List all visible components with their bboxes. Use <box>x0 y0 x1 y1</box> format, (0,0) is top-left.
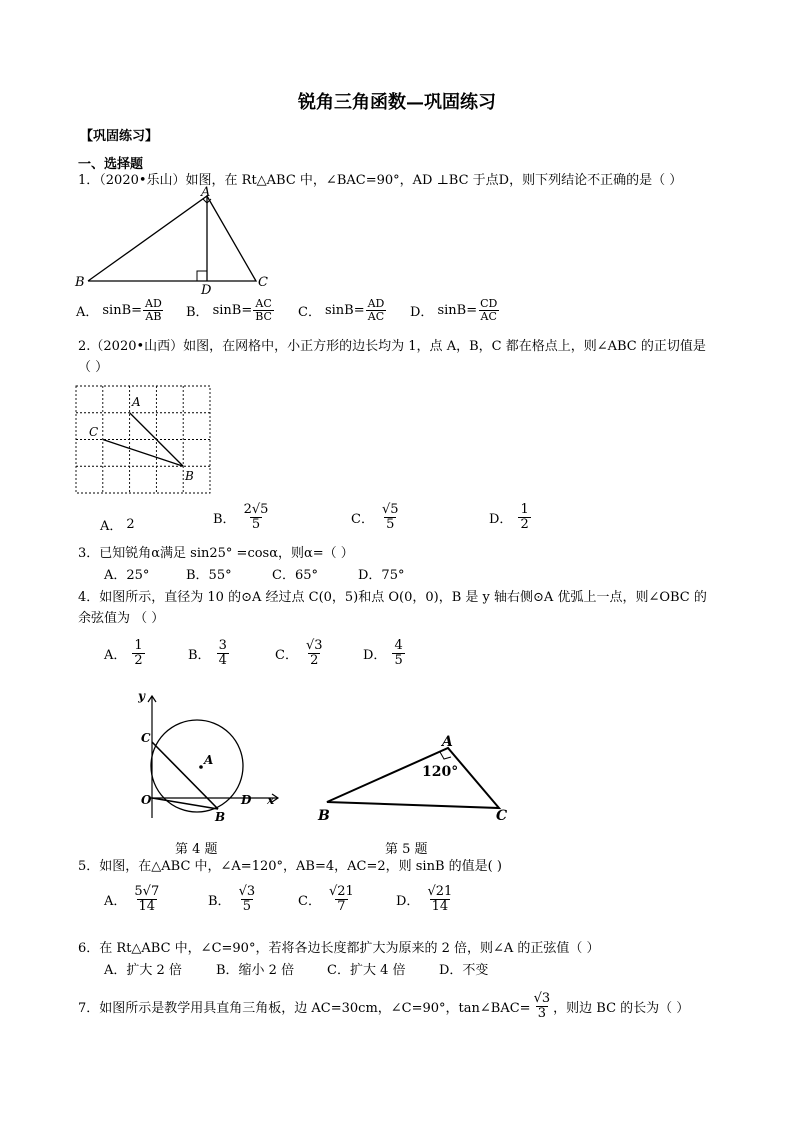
q1-label-b: B <box>75 275 85 290</box>
q1-figure <box>70 186 280 298</box>
page-title: 锐角三角函数—巩固练习 <box>298 92 496 113</box>
q2-option-b[interactable]: B． $\frac{2√5}{5}$ <box>213 502 269 532</box>
q4-label-d: D <box>241 793 252 807</box>
q2-option-c[interactable]: C． $\frac{√5}{5}$ <box>351 502 399 532</box>
q2-label-c: C <box>89 425 99 439</box>
q6-stem: 6．在 Rt△ABC 中，∠C=90°，若将各边长度都扩大为原来的 2 倍，则∠A 的正弦值（ ） <box>78 941 600 956</box>
q3-stem: 3．已知锐角α满足 sin25° =cosα，则α=（ ） <box>78 546 354 561</box>
q3-option-d[interactable]: D．75° <box>358 568 405 583</box>
q2-stem-line1: 2.（2020•山西）如图，在网格中，小正方形的边长均为 1，点 A，B，C 都在格点上，则∠ABC 的正切值是 <box>78 339 706 354</box>
q6-option-b[interactable]: B．缩小 2 倍 <box>216 963 295 978</box>
q4-option-c[interactable]: C． $\frac{√3}{2}$ <box>275 638 323 668</box>
q6-option-a[interactable]: A．扩大 2 倍 <box>104 963 182 978</box>
q1-label-a: A <box>201 186 211 200</box>
q5-stem: 5．如图，在△ABC 中，∠A=120°，AB=4，AC=2，则 sinB 的值是( ) <box>78 859 502 874</box>
section-tag: 【巩固练习】 <box>80 129 159 144</box>
q4-option-a[interactable]: A． $\frac{1}{2}$ <box>104 638 143 668</box>
q2-options <box>100 503 560 545</box>
q4-circle-figure <box>138 690 288 825</box>
q2-label-b: B <box>185 469 194 483</box>
section-heading: 一、选择题 <box>78 157 144 172</box>
q5-label-b: B <box>318 808 330 824</box>
q7-fraction: $\frac{√3}{3}$ <box>533 991 551 1021</box>
q4-stem-line1: 4．如图所示，直径为 10 的⊙A 经过点 C(0，5)和点 O(0，0)，B 是 y 轴右侧⊙A 优弧上一点，则∠OBC 的 <box>78 590 707 605</box>
q1-option-d[interactable]: D． sinB= $\frac{CD}{AC}$ <box>410 297 498 323</box>
q4-option-d[interactable]: D． $\frac{4}{5}$ <box>363 638 403 668</box>
q1-label-d: D <box>201 283 212 298</box>
q2-option-d[interactable]: D． $\frac{1}{2}$ <box>489 502 529 532</box>
q5-option-b[interactable]: B． $\frac{√3}{5}$ <box>208 884 256 914</box>
q4-stem-line2: 余弦值为 （ ） <box>78 611 165 626</box>
q5-triangle-figure <box>310 728 520 826</box>
q5-option-a[interactable]: A． $\frac{5√7}{14}$ <box>104 884 160 914</box>
q6-option-c[interactable]: C．扩大 4 倍 <box>327 963 406 978</box>
q2-grid-figure <box>74 384 214 496</box>
q2-stem-line2: （ ） <box>78 360 109 375</box>
q2-label-a: A <box>132 395 141 409</box>
q7-stem-pre: 7．如图所示是教学用具直角三角板，边 AC=30cm，∠C=90°，tan∠BAC= <box>78 1000 531 1016</box>
q1-stem: 1．（2020•乐山）如图，在 Rt△ABC 中，∠BAC=90°，AD ⊥BC 于点D，则下列结论不正确的是（ ） <box>78 173 683 188</box>
q5-label-c: C <box>496 808 508 824</box>
q4-label-a: A <box>204 753 214 767</box>
q7-stem <box>78 992 689 1020</box>
q1-option-c[interactable]: C． sinB= $\frac{AD}{AC}$ <box>298 297 385 323</box>
q5-option-c[interactable]: C． $\frac{√21}{7}$ <box>298 884 354 914</box>
q3-option-b[interactable]: B．55° <box>186 568 232 583</box>
q1-option-a[interactable]: A． sinB= $\frac{AD}{AB}$ <box>76 297 162 323</box>
q1-options <box>76 298 536 334</box>
q1-label-c: C <box>258 275 268 290</box>
q4-axis-x: x <box>267 793 275 807</box>
q4-label-c: C <box>141 731 151 745</box>
q3-option-a[interactable]: A．25° <box>104 568 150 583</box>
q7-stem-post: ，则边 BC 的长为（ ） <box>553 1000 690 1016</box>
q4-options <box>104 639 424 681</box>
q3-option-c[interactable]: C．65° <box>272 568 318 583</box>
q5-options <box>104 885 504 931</box>
q4-axis-y: y <box>138 690 145 703</box>
q5-caption: 第 5 题 <box>385 842 428 857</box>
q4-label-b: B <box>215 810 226 824</box>
q6-option-d[interactable]: D．不变 <box>439 963 489 978</box>
q5-label-a: A <box>442 734 453 750</box>
q4-label-o: O <box>141 793 152 807</box>
q2-option-a[interactable]: A． 2 <box>100 517 135 534</box>
q1-option-b[interactable]: B． sinB= $\frac{AC}{BC}$ <box>186 297 272 323</box>
q4-option-b[interactable]: B． $\frac{3}{4}$ <box>188 638 227 668</box>
q5-angle-label: 120° <box>422 764 459 780</box>
q4-caption: 第 4 题 <box>175 842 218 857</box>
q5-option-d[interactable]: D． $\frac{√21}{14}$ <box>396 884 453 914</box>
